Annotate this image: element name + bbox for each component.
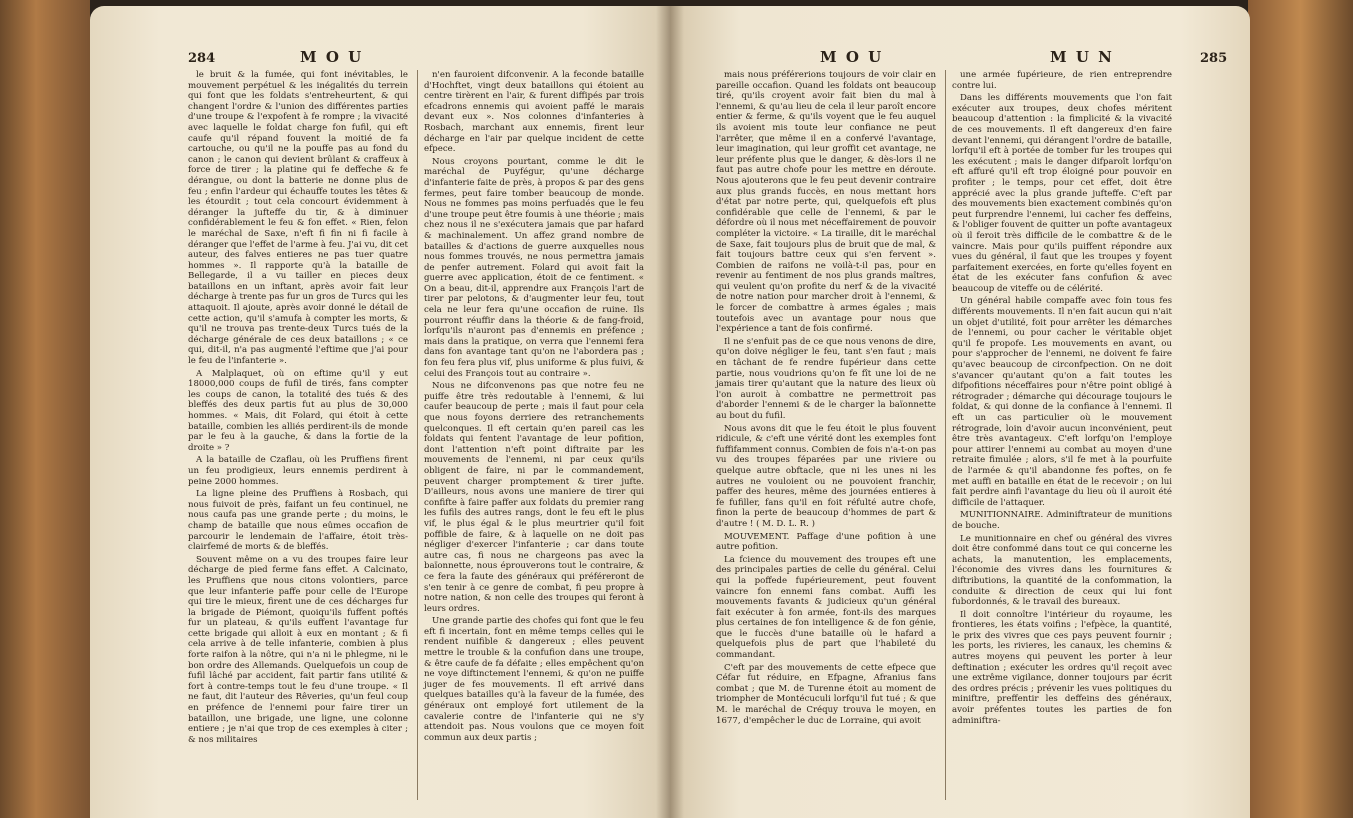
paragraph: le bruit & la fumée, qui font inévitables, le mouvement perpétuel & les inégalités du terrein qui font que les foldats s'entreheurtent, & qui changent l'ordre & l'union des différentes parties d'une troupe & l'expofent à fe rompre ; la vivacité avec laquelle le foldat charge fon fufil, qui eft caufe qu'il répand fouvent la moitié de fa cartouche, ou qu'il ne la pouffe pas au fond du canon ; le canon qui devient brûlant & craffeux à force de tirer ; la platine qui fe deffeche & fe dérangue, ou dont la batterie ne donne plus de feu ; enfin l'ardeur qui échauffe toutes les têtes & les étourdit ; tout cela concourt évidemment à déranger la jufteffe du tir, & à diminuer confidérablement le feu & fon effet. « Rien, felon le maréchal de Saxe, n'eft fi fin ni fi facile à déranger que l'effet de l'arme à feu. J'ai vu, dit cet auteur, des falves entieres ne pas tuer quatre hommes ». Il rapporte qu'à la bataille de Bellegarde, il a vu tailler en pieces deux bataillons en un inftant, après avoir fait leur décharge à trente pas fur un gros de Turcs qui les attaquoit. Il ajoute, après avoir donné le détail de cette action, qu'il s'amufa à compter les morts, & qu'il ne trouva pas trente-deux Turcs tués de la décharge générale de ces deux bataillons ; « ce qui, dit-il, n'a pas augmenté l'eftime que j'ai pour le feu de l'infanterie ». xyxy=(188,70,409,367)
paragraph: Nous ne difconvenons pas que notre feu ne puiffe être très redoutable à l'ennemi, & lui caufer beaucoup de perte ; mais il faut pour cela que nous foyons derriere des retranchements quelconques. Il eft certain qu'en pareil cas les foldats qui fentent l'avantage de leur pofition, dont l'attention n'eft point diftraite par les mouvements de l'ennemi, ni par ceux qu'ils obligent de faire, ni par le commandement, peuvent charger promptement & tirer jufte. D'ailleurs, nous avons une maniere de tirer qui confifte à faire paffer aux foldats du premier rang les fufils des autres rangs, dont le feu eft le plus vif, le plus égal & le plus meurtrier qu'il foit poffible de faire, & à laquelle on ne doit pas négliger d'exercer l'infanterie ; car dans toute autre cas, fi nous ne chargeons pas avec la baïonnette, nous éprouverons tout le contraire, & ce fera la faute des généraux qui préféreront de s'en tenir à ce genre de combat, fi peu propre à notre nation, & non celle des troupes qui feront à leurs ordres. xyxy=(424,381,644,614)
paragraph: Souvent même on a vu des troupes faire leur décharge de pied ferme fans effet. A Calcinato, les Pruffiens que nous citons volontiers, parce que leur infanterie paffe pour celle de l'Europe qui tire le mieux, firent une de ces décharges fur la brigade de Piémont, quoiqu'ils fuffent poftés fur un plateau, & qu'ils euffent l'avantage fur cette brigade qui alloit à eux en montant ; & fi cela arrive à de telle infanterie, combien à plus forte raifon à la nôtre, qui n'a ni le phlegme, ni le bon ordre des Allemands. Quelquefois un coup de fufil lâché par accident, fait partir fans utilité & fort à contre-temps tout le feu d'une troupe. « Il ne faut, dit l'auteur des Rêveries, qu'un feul coup en préfence de l'ennemi pour faire tirer un bataillon, une brigade, une ligne, une colonne entiere ; je n'ai que trop de ces exemples à citer ; & nos militaires xyxy=(188,554,408,745)
paragraph: mais nous préférerions toujours de voir clair en pareille occafion. Quand les foldats ont beaucoup tiré, qu'ils croyent avoir fait bien du mal à l'ennemi, & qu'au lieu de cela il leur paroît encore entier & ferme, & qu'ils voyent que le feu auquel ils avoient mis toute leur confiance ne peut l'arrêter, que même il en a confervé l'avantage, leur imagination, qui leur groffit cet avantage, ne leur préfente plus que le danger, & dès-lors il ne faut pas autre chofe pour les mettre en déroute. Nous ajouterons que le feu peut devenir contraire aux plus grands fuccès, en nous mettant hors d'état par notre perte, qui, quelquefois eft plus confidérable que celle de l'ennemi, & par le défordre où il nous met néceffairement de pouvoir compléter la victoire. « La tiraille, dit le maréchal de Saxe, fait toujours plus de bruit que de mal, & fait toujours battre ceux qui s'en fervent ». Combien de raifons ne voilà-t-il pas, pour en revenir au fentiment de nos plus grands maîtres, qui veulent qu'on profite du nerf & de la vivacité de notre nation pour marcher droit à l'ennemi, & le forcer de combattre à armes égales ; mais toutefois avec un avantage pour nous que l'expérience a tant de fois confirmé. xyxy=(716,70,937,335)
right-page xyxy=(670,6,1250,818)
paragraph: Une grande partie des chofes qui font que le feu eft fi incertain, font en même temps celles qui le rendent nuifible & dangereux ; elles peuvent mettre le trouble & la confufion dans une troupe, & être caufe de fa défaite ; elles empêchent qu'on ne voye diftinctement l'ennemi, & qu'on ne puiffe juger de fes mouvements. Il eft arrivé dans quelques batailles qu'à la faveur de la fumée, des généraux ont employé fort utilement de la cavalerie contre de l'infanterie qui ne s'y attendoit pas. Nous voulons que ce moyen foit commun aux deux partis ; xyxy=(424,616,644,743)
column-divider xyxy=(945,70,946,800)
paragraph: Un général habile compaffe avec foin tous fes différents mouvements. Il n'en fait aucun qui n'ait un objet d'utilité, foit pour arrêter les démarches de l'ennemi, ou pour cacher le véritable objet qu'il fe propofe. Les mouvements en avant, ou pour s'approcher de l'ennemi, ne doivent fe faire qu'avec beaucoup de circonfpection. On ne doit s'avancer qu'autant qu'on a fait toutes les difpofitions néceffaires pour n'être point obligé à rétrograder ; démarche qui décourage toujours le foldat, & qui donne de la confiance à l'ennemi. Il eft un cas particulier où le mouvement rétrograde, loin d'avoir aucun inconvénient, peut être très avantageux. C'eft lorfqu'on l'employe pour attirer l'ennemi au combat au moyen d'une retraite fimulée ; alors, s'il fe met à la pourfuite de l'armée & qu'il abandonne fes poftes, on fe met auffi en bataille en état de le recevoir ; on lui fait perdre ainfi l'avantage du lieu où il auroit été difficile de l'attaquer. xyxy=(952,296,1172,508)
column-divider xyxy=(417,70,418,800)
paragraph: Le munitionnaire en chef ou général des vivres doit être confommé dans tout ce qui concerne les achats, la manutention, les emplacements, l'économie des vivres dans les fournitures & diftributions, la quantité de la confommation, la conduite & direction de ceux qui lui font fubordonnés, & le travail des bureaux. xyxy=(952,533,1172,608)
book-edge-left xyxy=(0,0,90,818)
open-book xyxy=(90,6,1250,818)
paragraph: MOUVEMENT. Paffage d'une pofition à une autre pofition. xyxy=(716,531,936,553)
paragraph: Nous croyons pourtant, comme le dit le maréchal de Puyfégur, qu'une décharge d'infanterie faite de près, à propos & par des gens fermes, peut faire tomber beaucoup de monde. Nous ne fommes pas moins perfuadés que le feu d'une troupe peut être foumis à une théorie ; mais chez nous il ne s'exécutera jamais que par hafard & machinalement. Un affez grand nombre de batailles & d'actions de guerre auxquelles nous nous fommes trouvés, ne nous permettra jamais de penfer autrement. Folard qui avoit fait la guerre avec application, étoit de ce fentiment. « On a beau, dit-il, apprendre aux François l'art de tirer par pelotons, & d'augmenter leur feu, tout cela ne leur fera qu'une occafion de ruine. Ils pourront réuffir dans la théorie & de fang-froid, lorfqu'ils n'auront pas d'ennemis en préfence ; mais dans la pratique, on verra que l'ennemi fera dans fon avantage tant qu'on ne l'abordera pas ; fon feu fera plus vif, plus uniforme & plus fuivi, & celui des François tout au contraire ». xyxy=(424,156,644,379)
paragraph: Nous avons dit que le feu étoit le plus fouvent ridicule, & c'eft une vérité dont les exemples font fuffifamment connus. Combien de fois n'a-t-on pas vu des troupes féparées par une riviere ou quelque autre obftacle, que ni les unes ni les autres ne vouloient ou ne pouvoient franchir, paffer des heures, même des journées entieres à fe fufiller, fans qu'il en foit réfulté autre chofe, finon la perte de beaucoup d'hommes de part & d'autre ! ( M. D. L. R. ) xyxy=(716,423,936,529)
paragraph: MUNITIONNAIRE. Adminiftrateur de munitions de bouche. xyxy=(952,510,1172,531)
paragraph: La fcience du mouvement des troupes eft une des principales parties de celle du général. Celui qui la poffede fupérieurement, peut fouvent vaincre fon ennemi fans combat. Auffi les mouvements favants & judicieux qu'un général fait exécuter à fon armée, font-ils des marques plus certaines de fon intelligence & de fon génie, que le fuccès d'une bataille où le hafard a quelquefois plus de part que l'habileté du commandant. xyxy=(716,554,936,661)
left-page xyxy=(90,6,670,818)
paragraph: A Malplaquet, où on eftime qu'il y eut 18000,000 coups de fufil de tirés, fans compter les coups de canon, la totalité des tués & des bleffés des deux partis fut au plus de 30,000 hommes. « Mais, dit Folard, qui étoit à cette bataille, combien les alliés perdirent-ils de monde par le feu à la gauche, & dans la fortie de la droite » ? xyxy=(188,368,408,453)
paragraph: Dans les différents mouvements que l'on fait exécuter aux troupes, deux chofes méritent beaucoup d'attention : la fimplicité & la vivacité de ces mouvements. Il eft dangereux d'en faire devant l'ennemi, qui dérangent l'ordre de bataille, lorfqu'il eft à portée de tomber fur les troupes qui les exécutent ; mais le danger difparoît lorfqu'on eft affuré qu'il eft trop éloigné pour pouvoir en profiter ; le temps, pour cet effet, doit être apprécié avec la plus grande jufteffe. C'eft par des mouvements bien exactement combinés qu'on peut furprendre l'ennemi, lui cacher fes deffeins, & l'obliger fouvent de quitter un pofte avantageux où il feroit très difficile de le combattre & de le vaincre. Mais pour qu'ils puiffent répondre aux vues du général, il faut que les troupes y foyent parfaitement exercées, en forte qu'elles foyent en état de les exécuter fans confufion & avec beaucoup de viteffe ou de célérité. xyxy=(952,93,1172,294)
right-column-2 xyxy=(952,70,1172,728)
paragraph: La ligne pleine des Pruffiens à Rosbach, qui nous fuivoit de près, faifant un feu continuel, ne nous caufa pas une grande perte ; du moins, le champ de bataille que nous eûmes occafion de parcourir le lendemain de l'affaire, étoit très-clairfemé de morts & de bleffés. xyxy=(188,489,408,553)
right-page-number: 285 xyxy=(1200,51,1228,66)
left-column-2 xyxy=(424,70,644,745)
left-column-1 xyxy=(188,70,408,747)
paragraph: A la bataille de Czaflau, où les Pruffiens firent un feu prodigieux, leurs ennemis perdirent à peine 2000 hommes. xyxy=(188,455,408,487)
book-edge-right xyxy=(1248,0,1353,818)
paragraph: C'eft par des mouvements de cette efpece que Céfar fut réduire, en Efpagne, Afranius fans combat ; que M. de Turenne étoit au moment de triompher de Montécuculi lorfqu'il fut tué ; & que M. le maréchal de Créquy trouva le moyen, en 1677, d'empêcher le duc de Lorraine, qui avoit xyxy=(716,662,936,726)
paragraph: Il ne s'enfuit pas de ce que nous venons de dire, qu'on doive négliger le feu, tant s'en faut ; mais en tâchant de fe rendre fupérieur dans cette partie, nous voudrions qu'on fe fît une loi de ne jamais tirer qu'autant que la nature des lieux où l'on auroit à combattre ne permettroit pas d'aborder l'ennemi & de le charger la baïonnette au bout du fufil. xyxy=(716,336,936,421)
left-page-number: 284 xyxy=(188,51,216,66)
paragraph: une armée fupérieure, de rien entreprendre contre lui. xyxy=(952,70,1172,91)
right-column-1 xyxy=(716,70,936,728)
paragraph: Il doit connoître l'intérieur du royaume, les frontieres, les états voifins ; l'efpèce, la quantité, le prix des vivres que ces pays peuvent fournir ; les ports, les rivieres, les canaux, les chemins & autres moyens qui peuvent les porter à leur deftination ; exécuter les ordres qu'il reçoit avec une extrême vigilance, donner toujours par écrit des ordres précis ; prévenir les vues politiques du miniftre, preffentir les deffeins des généraux, avoir préfentes toutes les parties de fon adminiftra- xyxy=(952,609,1172,726)
right-running-head-right: M U N xyxy=(1050,48,1114,66)
left-running-head: M O U xyxy=(300,48,364,66)
paragraph: n'en fauroient difconvenir. A la feconde bataille d'Hochftet, vingt deux bataillons qui étoient au centre tirèrent en l'air, & furent diffipés par trois efcadrons ennemis qui avoient paffé le marais devant eux ». Nos colonnes d'infanteries à Rosbach, marchant aux ennemis, firent leur décharge en l'air par quelque incident de cette efpece. xyxy=(424,70,644,155)
right-running-head-left: M O U xyxy=(820,48,884,66)
